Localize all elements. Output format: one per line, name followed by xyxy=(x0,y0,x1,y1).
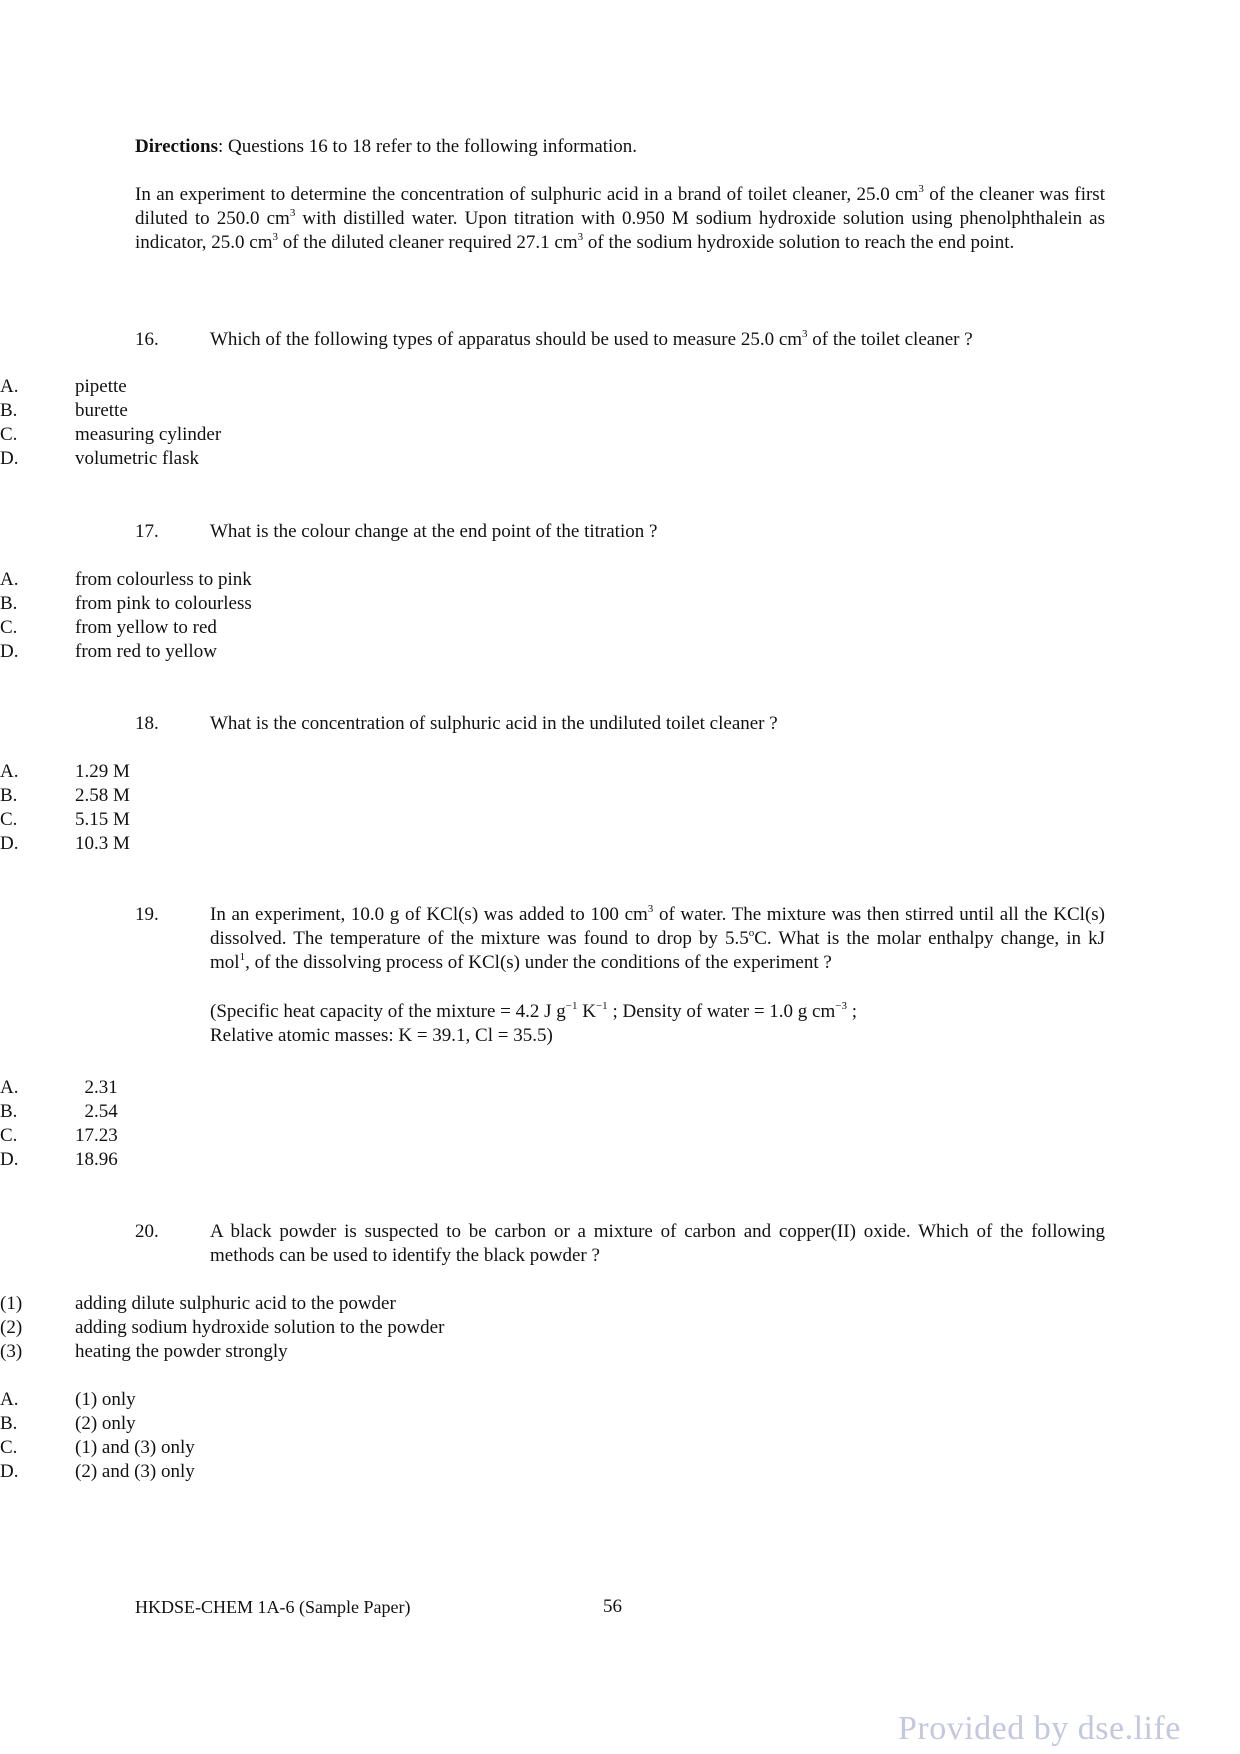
intro-text: with distilled water. Upon titration with 0.950 M sodium hydroxide solution using phenolphthalein as indicator, 25.0 cm xyxy=(135,208,1105,253)
option-d xyxy=(0,832,130,856)
option-a xyxy=(0,375,221,399)
options-list xyxy=(0,1388,195,1484)
option-label: A. xyxy=(0,569,19,590)
option-label: C. xyxy=(0,1125,18,1146)
option-c xyxy=(0,808,130,832)
page-number: 56 xyxy=(603,1596,622,1617)
option-text: burette xyxy=(75,400,128,421)
option-label: D. xyxy=(0,833,19,854)
option-label: D. xyxy=(0,1149,19,1170)
data-text: K xyxy=(577,1001,596,1022)
option-label: B. xyxy=(0,593,18,614)
option-text: from red to yellow xyxy=(75,641,217,662)
statement-text: adding sodium hydroxide solution to the powder xyxy=(75,1317,445,1338)
option-text: 2.31 xyxy=(75,1077,118,1098)
statement-label: (2) xyxy=(0,1317,23,1338)
option-b xyxy=(0,399,221,423)
option-text: 17.23 xyxy=(75,1125,118,1146)
option-a xyxy=(0,760,130,784)
question-text: What is the concentration of sulphuric acid in the undiluted toilet cleaner ? xyxy=(210,713,778,734)
intro-text: of the diluted cleaner required 27.1 cm xyxy=(277,232,578,253)
option-label: A. xyxy=(0,1389,19,1410)
option-d xyxy=(0,1460,195,1484)
option-label: D. xyxy=(0,1461,19,1482)
superscript: −1 xyxy=(565,999,578,1012)
option-text: from yellow to red xyxy=(75,617,217,638)
question-text-part: of water. The mixture was then stirred until all the KCl(s) dissolved. The temperature of the mixture was found to drop by 5.5 xyxy=(210,904,1105,949)
option-text: 5.15 M xyxy=(75,809,130,830)
intro-text: In an experiment to determine the concentration of sulphuric acid in a brand of toilet cleaner, 25.0 cm xyxy=(135,184,919,205)
option-text: (1) only xyxy=(75,1389,136,1410)
statement-1 xyxy=(0,1292,444,1316)
option-label: A. xyxy=(0,376,19,397)
statement-text: heating the powder strongly xyxy=(75,1341,288,1362)
superscript: −3 xyxy=(835,999,847,1012)
question-text-part: Which of the following types of apparatus should be used to measure 25.0 cm xyxy=(210,329,803,350)
question-number: 17. xyxy=(135,521,159,542)
superscript: o xyxy=(748,926,755,939)
data-text: Relative atomic masses: K = 39.1, Cl = 35.5) xyxy=(210,1025,553,1046)
option-label: D. xyxy=(0,641,19,662)
option-d xyxy=(0,640,252,664)
question-number: 18. xyxy=(135,713,159,734)
question-text-part: , of the dissolving process of KCl(s) under the conditions of the experiment ? xyxy=(245,952,832,973)
option-text: 18.96 xyxy=(75,1149,118,1170)
option-c xyxy=(0,1436,195,1460)
question-text xyxy=(210,903,1105,975)
intro-passage xyxy=(135,183,1105,255)
option-text: (1) and (3) only xyxy=(75,1437,195,1458)
option-b xyxy=(0,784,130,808)
question-number: 16. xyxy=(135,329,159,350)
option-label: A. xyxy=(0,761,19,782)
option-text: 2.58 M xyxy=(75,785,130,806)
data-text: (Specific heat capacity of the mixture = 4.2 J g xyxy=(210,1001,566,1022)
footer-paper-code: HKDSE-CHEM 1A-6 (Sample Paper) xyxy=(135,1597,411,1617)
question-number: 20. xyxy=(135,1221,159,1242)
options-list xyxy=(0,1076,118,1172)
data-text: ; Density of water = 1.0 g cm xyxy=(607,1001,836,1022)
superscript: 3 xyxy=(289,206,296,219)
statement-text: adding dilute sulphuric acid to the powder xyxy=(75,1293,396,1314)
statement-label: (1) xyxy=(0,1293,23,1314)
statement-2 xyxy=(0,1316,444,1340)
option-text: 1.29 M xyxy=(75,761,130,782)
directions-text: : Questions 16 to 18 refer to the following information. xyxy=(218,136,638,157)
options-list xyxy=(0,375,221,471)
superscript: 3 xyxy=(577,230,584,243)
option-c xyxy=(0,616,252,640)
option-c xyxy=(0,423,221,447)
option-text: from colourless to pink xyxy=(75,569,252,590)
option-label: C. xyxy=(0,617,18,638)
option-text: 2.54 xyxy=(75,1101,118,1122)
data-text: ; xyxy=(847,1001,858,1022)
option-text: (2) only xyxy=(75,1413,136,1434)
superscript: −1 xyxy=(595,999,608,1012)
option-b xyxy=(0,1100,118,1124)
option-b xyxy=(0,592,252,616)
superscript: 3 xyxy=(918,182,924,195)
question-text: A black powder is suspected to be carbon or a mixture of carbon and copper(II) oxide. Which of the following methods can be used to identify the black powder ? xyxy=(210,1221,1105,1266)
question-text: What is the colour change at the end point of the titration ? xyxy=(210,521,658,542)
option-text: volumetric flask xyxy=(75,448,199,469)
statements-list xyxy=(0,1292,444,1364)
statement-3 xyxy=(0,1340,444,1364)
option-b xyxy=(0,1412,195,1436)
option-label: C. xyxy=(0,1437,18,1458)
option-label: D. xyxy=(0,448,19,469)
options-list xyxy=(0,568,252,664)
superscript: 1 xyxy=(239,950,246,963)
question-text xyxy=(210,328,1105,352)
option-text: pipette xyxy=(75,376,127,397)
option-a xyxy=(0,1388,195,1412)
question-text-part: C. What is the molar enthalpy change, in kJ mol xyxy=(210,928,1105,973)
option-text: measuring cylinder xyxy=(75,424,222,445)
options-list xyxy=(0,760,130,856)
option-a xyxy=(0,568,252,592)
statement-label: (3) xyxy=(0,1341,23,1362)
option-label: B. xyxy=(0,1413,18,1434)
option-text: from pink to colourless xyxy=(75,593,252,614)
option-label: B. xyxy=(0,400,18,421)
option-d xyxy=(0,1148,118,1172)
directions-label: Directions xyxy=(135,136,219,157)
superscript: 3 xyxy=(802,327,808,340)
question-text-part: In an experiment, 10.0 g of KCl(s) was added to 100 cm xyxy=(210,904,648,925)
option-label: C. xyxy=(0,809,18,830)
option-text: 10.3 M xyxy=(75,833,130,854)
superscript: 3 xyxy=(647,902,654,915)
question-text-part: of the toilet cleaner ? xyxy=(807,329,973,350)
directions xyxy=(135,135,1105,159)
option-text: (2) and (3) only xyxy=(75,1461,195,1482)
option-c xyxy=(0,1124,118,1148)
option-label: A. xyxy=(0,1077,19,1098)
intro-text: of the sodium hydroxide solution to reach the end point. xyxy=(583,232,1015,253)
question-data xyxy=(210,1000,1105,1048)
option-a xyxy=(0,1076,118,1100)
option-label: B. xyxy=(0,785,18,806)
intro-text: of the cleaner was first diluted to 250.0 cm xyxy=(135,184,1105,229)
superscript: 3 xyxy=(272,230,278,243)
question-number: 19. xyxy=(135,904,159,925)
option-label: C. xyxy=(0,424,18,445)
option-d xyxy=(0,447,221,471)
watermark-link[interactable]: Provided by dse.life xyxy=(898,1710,1181,1747)
option-label: B. xyxy=(0,1101,18,1122)
